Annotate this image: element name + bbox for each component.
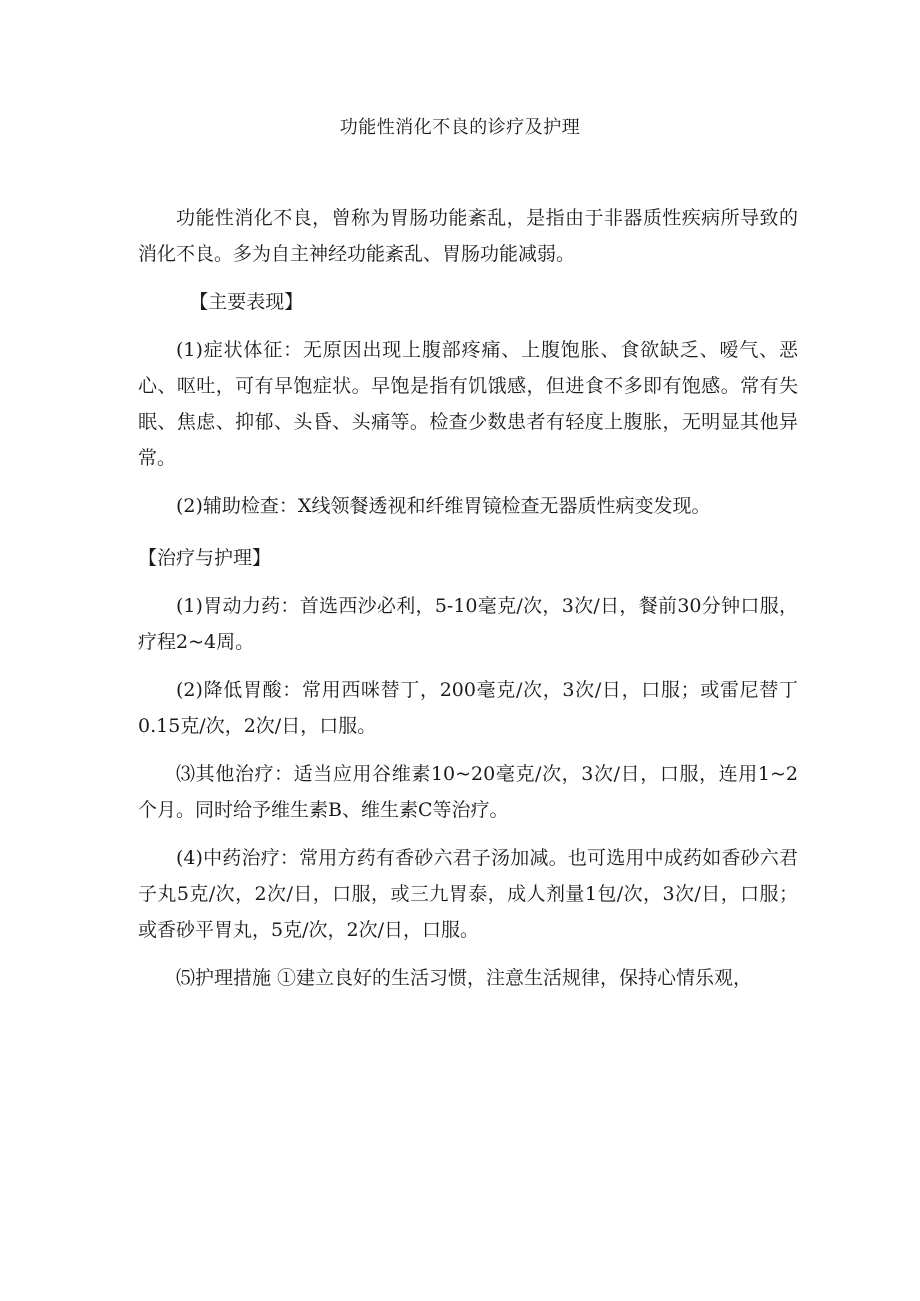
treatment-item-4: (4)中药治疗：常用方药有香砂六君子汤加减。也可选用中成药如香砂六君子丸5克/次，2次/日，口服，或三九胃泰，成人剂量1包/次，3次/日，口服；或香砂平胃丸，5克/次，2次/日，口服。 — [138, 847, 798, 941]
section-heading-main-symptoms: 【主要表现】 — [189, 291, 304, 313]
document-body — [138, 200, 798, 1008]
treatment-item-5: ⑸护理措施 ①建立良好的生活习惯，注意生活规律，保持心情乐观， — [176, 967, 753, 989]
treatment-item-1: (1)胃动力药：首选西沙必利，5-10毫克/次，3次/日，餐前30分钟口服，疗程2~4周。 — [138, 595, 798, 653]
treatment-item-3: ⑶其他治疗：适当应用谷维素10~20毫克/次，3次/日，口服，连用1~2个月。同时给予维生素B、维生素C等治疗。 — [138, 763, 798, 821]
document-title: 功能性消化不良的诊疗及护理 — [339, 117, 581, 138]
auxiliary-exam-paragraph: (2)辅助检查：X线领餐透视和纤维胃镜检查无器质性病变发现。 — [176, 495, 711, 517]
intro-paragraph: 功能性消化不良，曾称为胃肠功能紊乱，是指由于非器质性疾病所导致的消化不良。多为自主神经功能紊乱、胃肠功能减弱。 — [138, 207, 798, 265]
symptoms-paragraph: (1)症状体征：无原因出现上腹部疼痛、上腹饱胀、食欲缺乏、嗳气、恶心、呕吐，可有早饱症状。早饱是指有饥饿感，但进食不多即有饱感。常有失眠、焦虑、抑郁、头昏、头痛等。检查少数患者有轻度上腹胀，无明显其他异常。 — [138, 339, 798, 469]
treatment-item-2: (2)降低胃酸：常用西咪替丁，200毫克/次，3次/日，口服；或雷尼替丁0.15克/次，2次/日，口服。 — [138, 679, 798, 737]
section-heading-treatment-care: 【治疗与护理】 — [138, 547, 272, 569]
